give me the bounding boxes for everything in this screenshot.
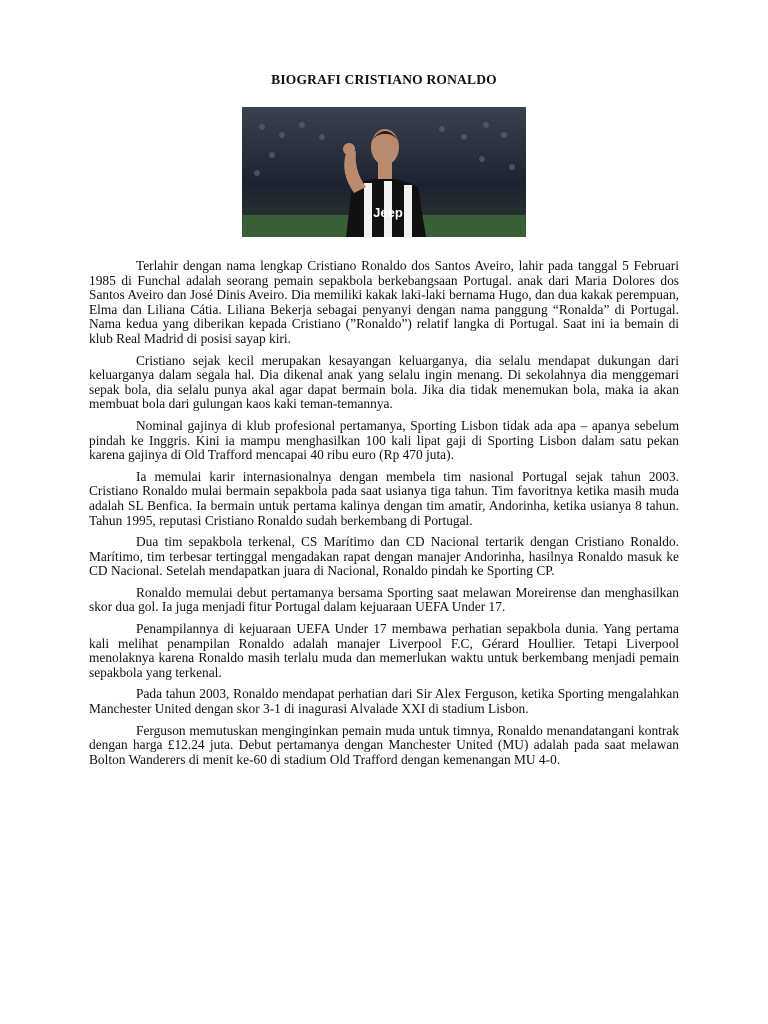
- paragraph: Ferguson memutuskan menginginkan pemain muda untuk timnya, Ronaldo menandatangani kontrak dengan harga £12.24 juta. Debut pertamanya dengan Manchester United (MU) adalah pada saat melawan Bolton Wanderers di menit ke-60 di stadium Old Trafford dengan kemenangan MU 4-0.: [89, 722, 679, 767]
- paragraph: Ia memulai karir internasionalnya dengan membela tim nasional Portugal sejak tahun 2003. Cristiano Ronaldo mulai bermain sepakbola pada saat usianya tiga tahun. Tim favoritnya ketika masih muda adalah SL Benfica. Ia bermain untuk pertama kalinya dengan tim amatir, Andorinha, ketika usianya 8 tahun. Tahun 1995, reputasi Cristiano Ronaldo sudah berkembang di Portugal.: [89, 468, 679, 528]
- page-title: BIOGRAFI CRISTIANO RONALDO: [271, 72, 497, 87]
- document-body: [89, 259, 679, 774]
- paragraph: Penampilannya di kejuaraan UEFA Under 17 membawa perhatian sepakbola dunia. Yang pertama kali melihat penampilan Ronaldo adalah manajer Liverpool F.C, Gérard Houllier. Tetapi Liverpool menolaknya karena Ronaldo masih terlalu muda dan memerlukan waktu untuk berkembang menjadi pemain sepakbola yang terkenal.: [89, 621, 679, 680]
- portrait-photo-icon: [242, 107, 526, 237]
- paragraph: Pada tahun 2003, Ronaldo mendapat perhatian dari Sir Alex Ferguson, ketika Sporting mengalahkan Manchester United dengan skor 3-1 di inagurasi Alvalade XXI di stadium Lisbon.: [89, 686, 679, 717]
- paragraph: Terlahir dengan nama lengkap Cristiano Ronaldo dos Santos Aveiro, lahir pada tanggal 5 Februari 1985 di Funchal adalah seorang pemain sepakbola berkebangsaan Portugal. anak dari Maria Dolores dos Santos Aveiro dan José Dinis Aveiro. Dia memiliki kakak laki-laki bernama Hugo, dan dua kakak perempuan, Elma dan Liliana Cátia. Liliana Bekerja sebagai penyanyi dengan nama panggung “Ronalda” di Portugal. Nama kedua yang diberikan kepada Cristiano (”Ronaldo”) relatif langka di Portugal. Saat ini ia bemain di klub Real Madrid di posisi sayap kiri.: [89, 258, 679, 346]
- jersey-text: Jeep: [373, 205, 403, 220]
- paragraph: Ronaldo memulai debut pertamanya bersama Sporting saat melawan Moreirense dan menghasilkan skor dua gol. Ia juga menjadi fitur Portugal dalam kejuaraan UEFA Under 17.: [89, 584, 679, 615]
- paragraph: Nominal gajinya di klub profesional pertamanya, Sporting Lisbon tidak ada apa – apanya sebelum pindah ke Inggris. Kini ia mampu menghasilkan 100 kali lipat gaji di Sporting Lisbon dalam satu pekan karena gajinya di Old Trafford mencapai 40 ribu euro (Rp 470 juta).: [89, 417, 679, 463]
- paragraph: Dua tim sepakbola terkenal, CS Marítimo dan CD Nacional tertarik dengan Cristiano Ronaldo. Marítimo, tim terbesar tertinggal mengadakan rapat dengan manajer Andorinha, hasilnya Ronaldo masuk ke CD Nacional. Setelah mendapatkan juara di Nacional, Ronaldo pindah ke Sporting CP.: [89, 534, 679, 579]
- paragraph: Cristiano sejak kecil merupakan kesayangan keluarganya, dia selalu mendapat dukungan dari keluarganya dalam segala hal. Dia dikenal anak yang selalu ingin menang. Di sekolahnya dia menggemari sepak bola, dia selalu punya akal agar dapat bermain bola. Jika dia tidak menemukan bola, maka ia akan membuat bola dari gulungan kaos kaki teman-temannya.: [89, 352, 679, 412]
- portrait-photo: [242, 107, 526, 237]
